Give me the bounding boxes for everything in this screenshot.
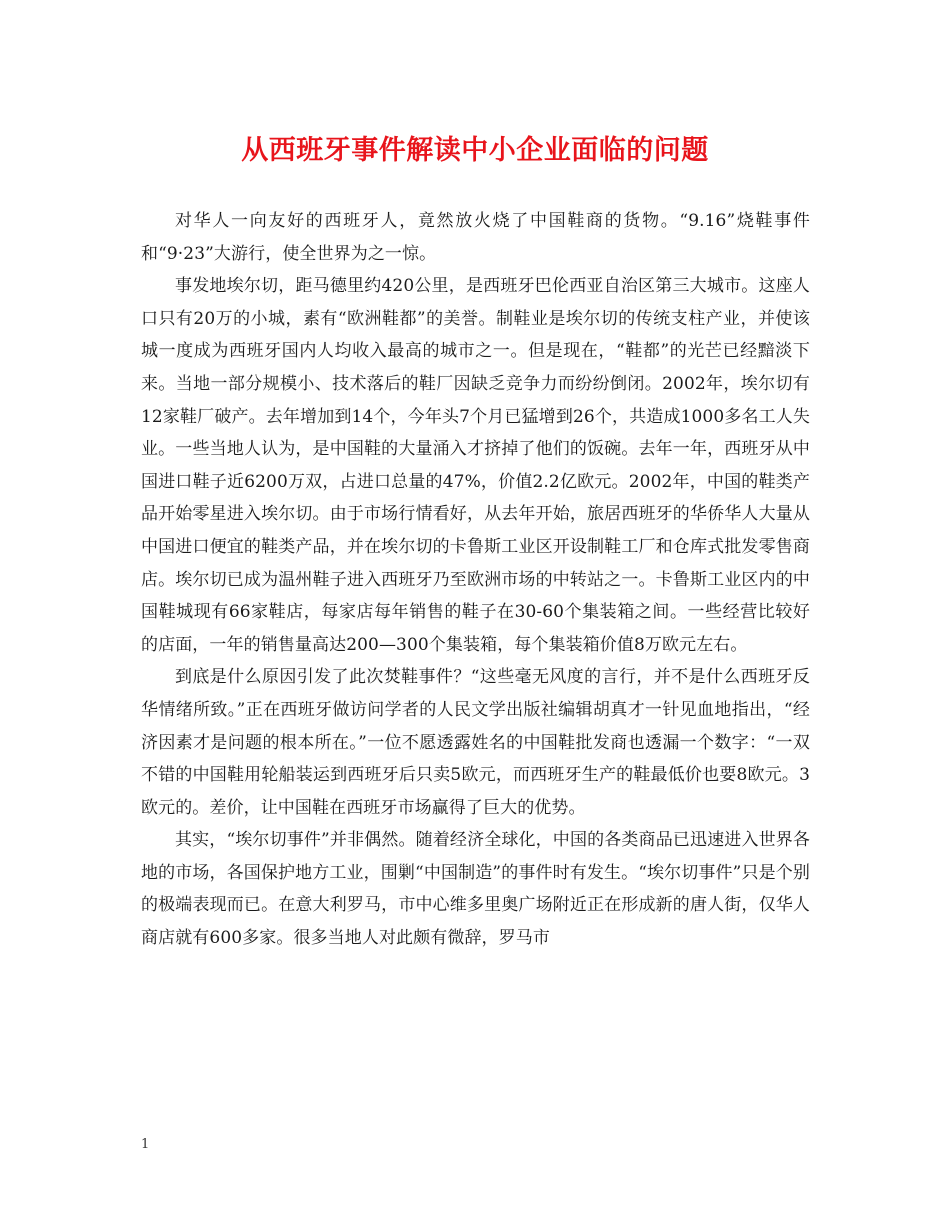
document-body: [141, 205, 810, 955]
document-title: 从西班牙事件解读中小企业面临的问题: [241, 135, 709, 166]
page-number: 1: [141, 1137, 150, 1152]
paragraph-4: 其实，“埃尔切事件”并非偶然。随着经济全球化，中国的各类商品已迅速进入世界各地的市场，各国保护地方工业，围剿“中国制造”的事件时有发生。“埃尔切事件”只是个别的极端表现而已。在意大利罗马，市中心维多里奥广场附近正在形成新的唐人街，仅华人商店就有600多家。很多当地人对此颇有微辞，罗马市: [141, 830, 810, 949]
paragraph-1: 对华人一向友好的西班牙人，竟然放火烧了中国鞋商的货物。“9.16”烧鞋事件和“9·23”大游行，使全世界为之一惊。: [141, 211, 810, 264]
paragraph-3: 到底是什么原因引发了此次焚鞋事件？“这些毫无风度的言行，并不是什么西班牙反华情绪所致。”正在西班牙做访问学者的人民文学出版社编辑胡真才一针见血地指出，“经济因素才是问题的根本所在。”一位不愿透露姓名的中国鞋批发商也透漏一个数字：“一双不错的中国鞋用轮船装运到西班牙后只卖5欧元，而西班牙生产的鞋最低价也要8欧元。3欧元的。差价，让中国鞋在西班牙市场赢得了巨大的优势。: [141, 667, 810, 818]
paragraph-2: 事发地埃尔切，距马德里约420公里，是西班牙巴伦西亚自治区第三大城市。这座人口只有20万的小城，素有“欧洲鞋都”的美誉。制鞋业是埃尔切的传统支柱产业，并使该城一度成为西班牙国内人均收入最高的城市之一。但是现在，“鞋都”的光芒已经黯淡下来。当地一部分规模小、技术落后的鞋厂因缺乏竞争力而纷纷倒闭。2002年，埃尔切有12家鞋厂破产。去年增加到14个，今年头7个月已猛增到26个，共造成1000多名工人失业。一些当地人认为，是中国鞋的大量涌入才挤掉了他们的饭碗。去年一年，西班牙从中国进口鞋子近6200万双，占进口总量的47%，价值2.2亿欧元。2002年，中国的鞋类产品开始零星进入埃尔切。由于市场行情看好，从去年开始，旅居西班牙的华侨华人大量从中国进口便宜的鞋类产品，并在埃尔切的卡鲁斯工业区开设制鞋工厂和仓库式批发零售商店。埃尔切已成为温州鞋子进入西班牙乃至欧洲市场的中转站之一。卡鲁斯工业区内的中国鞋城现有66家鞋店，每家店每年销售的鞋子在30-60个集装箱之间。一些经营比较好的店面，一年的销售量高达200—300个集装箱，每个集装箱价值8万欧元左右。: [141, 276, 810, 655]
